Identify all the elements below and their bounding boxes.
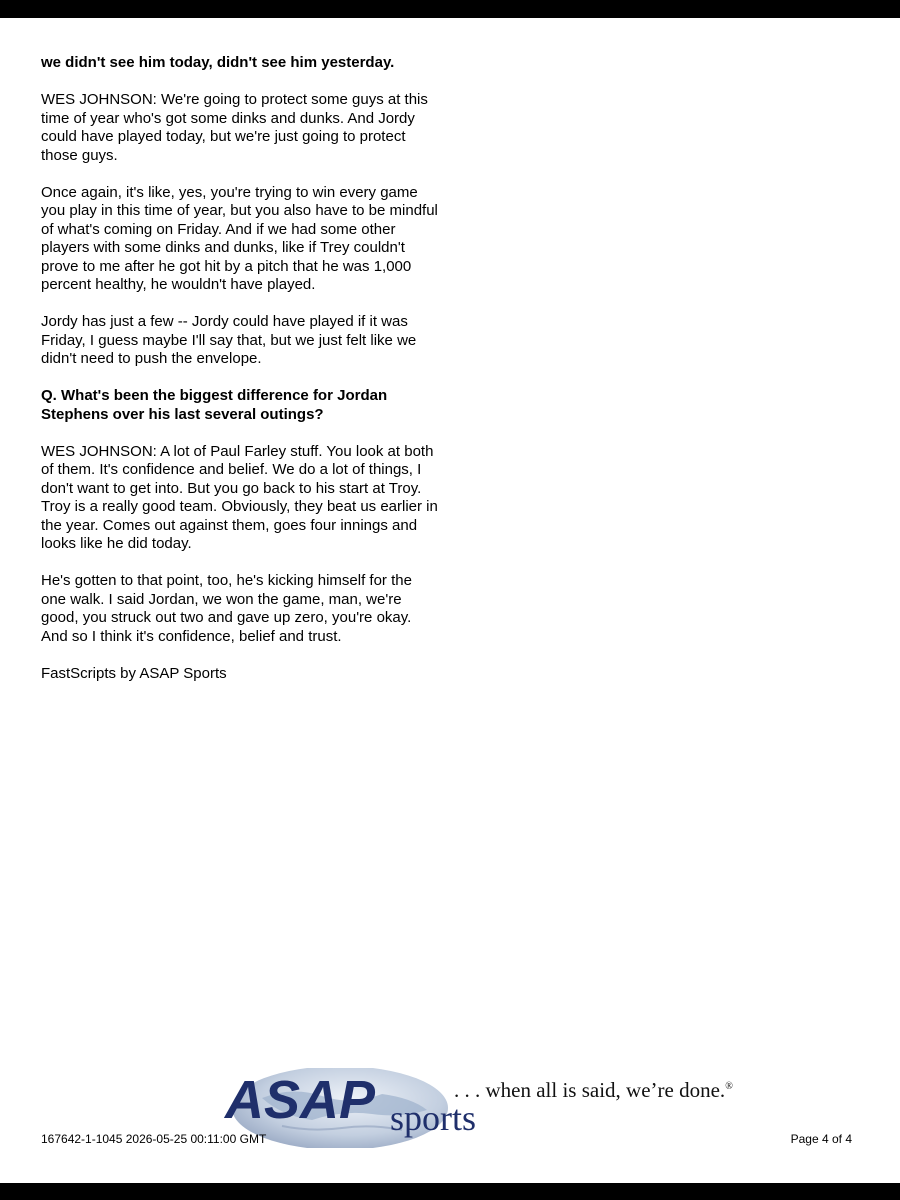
answer-paragraph: Jordy has just a few -- Jordy could have played if it was Friday, I guess maybe I'll say that, but we just felt like we didn't need to push the envelope. [41, 313, 417, 367]
transcript-body [41, 54, 441, 702]
bottom-border-bar [0, 1183, 900, 1200]
page-number: Page 4 of 4 [790, 1132, 852, 1146]
logo-tagline: . . . when all is said, we’re done.® [454, 1078, 733, 1102]
answer-paragraph: He's gotten to that point, too, he's kicking himself for the one walk. I said Jordan, we won the game, man, we're good, you struck out two and gave up zero, you're okay. And so I think it's confidence, belief and trust. [41, 572, 412, 645]
answer-paragraph: Once again, it's like, yes, you're trying to win every game you play in this time of year, but you also have to be mindful of what's coming on Friday. And if we had some other players with some dinks and dunks, like if Trey couldn't prove to me after he got hit by a pitch that he was 1,000 percent healthy, he wouldn't have played. [41, 183, 438, 293]
document-id: 167642-1-1045 2026-05-25 00:11:00 GMT [41, 1132, 267, 1146]
credit-line: FastScripts by ASAP Sports [41, 664, 227, 682]
question-paragraph: we didn't see him today, didn't see him yesterday. [41, 54, 395, 71]
logo-wordmark: ASAP [225, 1070, 376, 1130]
logo-subword: sports [390, 1098, 477, 1138]
top-border-bar [0, 0, 900, 18]
answer-paragraph: WES JOHNSON: We're going to protect some guys at this time of year who's got some dinks and dunks. And Jordy could have played today, but we're just going to protect those guys. [41, 91, 428, 164]
asap-sports-logo [222, 1068, 752, 1148]
question-paragraph: Q. What's been the biggest difference for Jordan Stephens over his last several outings? [41, 387, 388, 423]
answer-paragraph: WES JOHNSON: A lot of Paul Farley stuff. You look at both of them. It's confidence and belief. We do a lot of things, I don't want to get into. But you go back to his start at Troy. Troy is a really good team. Obviously, they beat us earlier in the year. Comes out against them, goes four innings and looks like he did today. [41, 442, 438, 552]
